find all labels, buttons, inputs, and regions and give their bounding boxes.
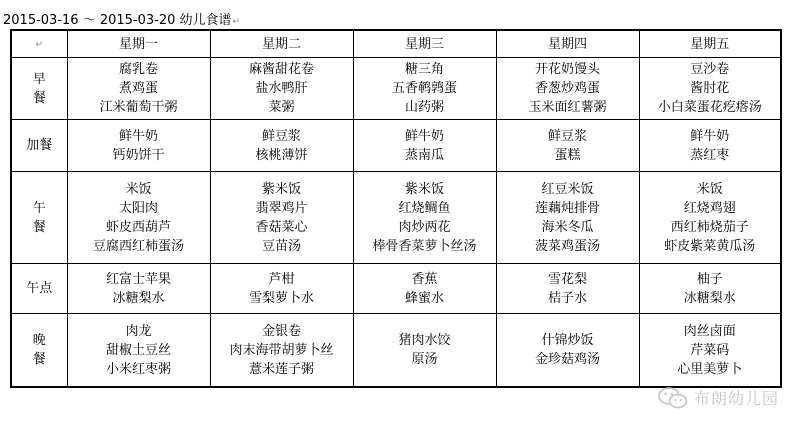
dish-item: 雪梨萝卜水 [248,290,314,306]
dish-item: 雪花梨 [547,271,587,287]
meal-label [11,58,67,120]
dish-item: 棒骨香菜萝卜丝汤 [372,238,477,254]
dish-item: 玉米面红薯粥 [528,100,607,116]
dish-item: 甜椒土豆丝 [105,342,171,358]
day-header: 星期二 [210,30,353,58]
menu-cell [639,314,781,387]
dish-item: 鲜豆浆 [547,128,587,144]
dish-item: 香蕉 [411,271,438,287]
dish-item: 开花奶馒头 [534,62,600,78]
dish-item: 山药粥 [404,100,444,116]
menu-cell [210,264,353,314]
dish-item: 冰糖梨水 [683,290,736,306]
dish-item: 红烧鲷鱼 [398,200,451,216]
dish-item: 肉龙 [125,323,152,339]
dish-item: 西红柿烧茄子 [670,219,749,235]
dish-item: 鲜牛奶 [118,128,158,144]
dish-item: 太阳肉 [118,200,158,216]
dish-item: 红富士苹果 [105,271,171,287]
dish-item: 翡翠鸡片 [255,200,308,216]
dish-item: 海米冬瓜 [541,219,594,235]
menu-cell [496,172,639,264]
dish-item: 桔子水 [547,290,587,306]
dish-item: 紫米饭 [404,181,444,197]
meal-label-text: 餐 [32,219,46,235]
meal-label-text: 午点 [26,281,53,297]
wechat-icon [658,387,688,409]
meal-label-text: 早 [32,71,46,87]
dish-item: 香葱炒鸡蛋 [534,81,600,97]
dish-item: 肉炒两花 [398,219,451,235]
meal-label-text: 午 [32,200,46,216]
meal-label [11,120,67,172]
dish-item: 鲜牛奶 [690,128,730,144]
dish-item: 麻酱甜花卷 [248,62,314,78]
meal-label-text: 餐 [32,90,46,106]
dish-item: 酱肘花 [690,81,730,97]
day-header: 星期三 [353,30,496,58]
menu-cell [639,58,781,120]
dish-item: 芹菜码 [690,342,730,358]
dish-item: 小白菜蛋花疙瘩汤 [657,100,762,116]
meal-row [11,120,781,172]
menu-cell [639,264,781,314]
menu-cell [67,314,210,387]
dish-item: 钙奶饼干 [112,147,165,163]
meal-label [11,172,67,264]
dish-item: 芦柑 [268,271,295,287]
meal-label-text: 餐 [32,352,46,368]
header-row [11,30,781,58]
menu-table [10,29,782,388]
dish-item: 肉末海带胡萝卜丝 [229,342,334,358]
menu-cell [353,264,496,314]
dish-item: 心里美萝卜 [677,361,743,377]
menu-cell [496,314,639,387]
dish-item: 薏米莲子粥 [248,361,314,377]
dish-item: 米饭 [125,181,152,197]
watermark-text: 布朗幼儿园 [693,389,779,408]
menu-cell [67,172,210,264]
corner-cell [11,30,67,58]
paragraph-mark: ↵ [35,39,44,50]
menu-cell [67,120,210,172]
dish-item: 豆沙卷 [690,62,730,78]
day-header: 星期一 [67,30,210,58]
dish-item: 菠菜鸡蛋汤 [534,238,600,254]
dish-item: 盐水鸭肝 [255,81,308,97]
menu-cell [210,120,353,172]
dish-item: 五香鹌鹑蛋 [391,81,457,97]
dish-item: 紫米饭 [261,181,301,197]
dish-item: 红豆米饭 [541,181,594,197]
watermark [658,386,779,409]
meal-label-text: 加餐 [26,138,53,154]
dish-item: 香菇菜心 [255,219,308,235]
menu-cell [210,58,353,120]
dish-item: 煮鸡蛋 [118,81,158,97]
meal-row [11,172,781,264]
dish-item: 江米葡萄干粥 [99,100,178,116]
menu-cell [353,58,496,120]
meal-row [11,314,781,387]
dish-item: 小米红枣粥 [105,361,171,377]
dish-item: 金珍菇鸡汤 [534,352,600,368]
dish-item: 肉丝卤面 [683,323,736,339]
dish-item: 腐乳卷 [118,62,158,78]
menu-cell [496,58,639,120]
dish-item: 什锦炒饭 [541,333,594,349]
menu-cell [353,120,496,172]
menu-cell [210,172,353,264]
meal-row [11,58,781,120]
dish-item: 冰糖梨水 [112,290,165,306]
menu-cell [496,264,639,314]
dish-item: 蒸南瓜 [404,147,444,163]
meal-label-text: 晚 [32,333,46,349]
meal-label [11,264,67,314]
dish-item: 糖三角 [404,62,444,78]
dish-item: 蜂蜜水 [404,290,444,306]
meal-row [11,264,781,314]
dish-item: 菜粥 [268,100,295,116]
dish-item: 虾皮西葫芦 [105,219,171,235]
dish-item: 鲜豆浆 [261,128,301,144]
dish-item: 豆苗汤 [261,238,301,254]
dish-item: 金银卷 [261,323,301,339]
document-title: 2015-03-16 ～ 2015-03-20 幼儿食谱↵ [3,13,241,28]
menu-cell [67,58,210,120]
dish-item: 猪肉水饺 [398,333,451,349]
menu-cell [353,172,496,264]
dish-item: 柚子 [696,271,723,287]
meal-label [11,314,67,387]
menu-cell [639,120,781,172]
dish-item: 蛋糕 [554,147,581,163]
dish-item: 莲藕炖排骨 [534,200,600,216]
dish-item: 核桃薄饼 [255,147,308,163]
dish-item: 鲜牛奶 [404,128,444,144]
dish-item: 蒸红枣 [690,147,730,163]
menu-cell [67,264,210,314]
day-header: 星期五 [639,30,781,58]
dish-item: 红烧鸡翅 [683,200,736,216]
menu-cell [353,314,496,387]
menu-cell [496,120,639,172]
dish-item: 米饭 [696,181,723,197]
menu-cell [639,172,781,264]
menu-cell [210,314,353,387]
dish-item: 原汤 [411,352,438,368]
dish-item: 虾皮紫菜黄瓜汤 [664,238,756,254]
dish-item: 豆腐西红柿蛋汤 [92,238,184,254]
day-header: 星期四 [496,30,639,58]
